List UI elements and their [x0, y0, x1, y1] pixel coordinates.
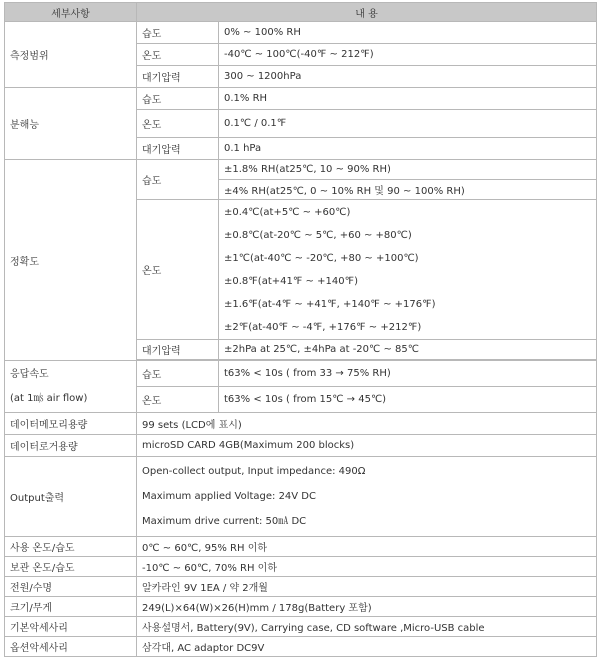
range-temperature-value: -40℃ ~ 100℃(-40℉ ~ 212℉) — [219, 44, 597, 66]
table-row — [5, 537, 597, 557]
header-row — [5, 3, 597, 22]
range-humidity-value: 0% ~ 100% RH — [219, 22, 597, 44]
accuracy-temperature-value-4: ±0.8℉(at+41℉ ~ +140℉) — [224, 275, 358, 287]
table-row — [5, 435, 597, 457]
spec-table — [4, 2, 597, 657]
resolution-temperature-value: 0.1℃ / 0.1℉ — [219, 110, 597, 138]
header-detail: 세부사항 — [5, 3, 137, 22]
table-row — [5, 577, 597, 597]
table-row — [5, 88, 597, 110]
table-row — [5, 361, 597, 387]
range-pressure-label: 대기압력 — [137, 66, 219, 88]
table-row — [5, 22, 597, 44]
response-label-note: (at 1㎧ air flow) — [10, 392, 88, 404]
response-temperature-label: 온도 — [137, 387, 219, 413]
resolution-humidity-label: 습도 — [137, 88, 219, 110]
accuracy-pressure-value: ±2hPa at 25℃, ±4hPa at -20℃ ~ 85℃ — [219, 340, 597, 360]
response-humidity-label: 습도 — [137, 361, 219, 387]
options-label: 옵션악세사리 — [5, 637, 137, 657]
power-value: 알카라인 9V 1EA / 약 2개월 — [137, 577, 597, 597]
accuracy-humidity-label: 습도 — [137, 160, 219, 200]
table-row — [5, 160, 597, 180]
memory-label: 데이터메모리용량 — [5, 413, 137, 435]
response-humidity-value: t63% < 10s ( from 33 → 75% RH) — [219, 361, 597, 387]
storage-value: -10℃ ~ 60℃, 70% RH 이하 — [137, 557, 597, 577]
response-label: 응답속도 — [10, 368, 49, 380]
accuracy-label: 정확도 — [5, 160, 137, 361]
table-row — [5, 457, 597, 537]
accuracy-temperature-value-6: ±2℉(at-40℉ ~ -4℉, +176℉ ~ +212℉) — [224, 321, 422, 333]
table-row — [5, 637, 597, 657]
range-pressure-value: 300 ~ 1200hPa — [219, 66, 597, 88]
header-content: 내 용 — [137, 3, 597, 22]
accuracy-temperature-value-1: ±0.4℃(at+5℃ ~ +60℃) — [224, 206, 351, 218]
range-humidity-label: 습도 — [137, 22, 219, 44]
resolution-label: 분해능 — [5, 88, 137, 160]
storage-label: 보관 온도/습도 — [5, 557, 137, 577]
accuracy-temperature-label: 온도 — [137, 200, 219, 340]
output-value-1: Open-collect output, Input impedance: 490Ω — [142, 466, 366, 477]
resolution-pressure-label: 대기압력 — [137, 138, 219, 160]
accuracy-temperature-value-3: ±1℃(at-40℃ ~ -20℃, +80 ~ +100℃) — [224, 252, 419, 264]
power-label: 전원/수명 — [5, 577, 137, 597]
table-row — [5, 597, 597, 617]
accuracy-pressure-label: 대기압력 — [137, 340, 219, 360]
resolution-temperature-label: 온도 — [137, 110, 219, 138]
accuracy-temperature-value-5: ±1.6℉(at-4℉ ~ +41℉, +140℉ ~ +176℉) — [224, 298, 436, 310]
size-label: 크기/무게 — [5, 597, 137, 617]
accuracy-humidity-value-1: ±1.8% RH(at25℃, 10 ~ 90% RH) — [219, 160, 597, 180]
accuracy-temperature-value-2: ±0.8℃(at-20℃ ~ 5℃, +60 ~ +80℃) — [224, 229, 412, 241]
options-value: 삼각대, AC adaptor DC9V — [137, 637, 597, 657]
output-label: Output출력 — [5, 457, 137, 537]
range-temperature-label: 온도 — [137, 44, 219, 66]
output-value-2: Maximum applied Voltage: 24V DC — [142, 491, 316, 502]
output-value-3: Maximum drive current: 50㎃ DC — [142, 516, 307, 527]
resolution-pressure-value: 0.1 hPa — [219, 138, 597, 160]
table-row — [5, 413, 597, 435]
output-values — [137, 457, 597, 537]
accessories-label: 기본악세사리 — [5, 617, 137, 637]
memory-value: 99 sets (LCD에 표시) — [137, 413, 597, 435]
resolution-humidity-value: 0.1% RH — [219, 88, 597, 110]
table-row — [5, 557, 597, 577]
size-value: 249(L)×64(W)×26(H)mm / 178g(Battery 포함) — [137, 597, 597, 617]
accuracy-humidity-value-2: ±4% RH(at25℃, 0 ~ 10% RH 및 90 ~ 100% RH) — [219, 180, 597, 200]
accessories-value: 사용설명서, Battery(9V), Carrying case, CD software ,Micro-USB cable — [137, 617, 597, 637]
operating-value: 0℃ ~ 60℃, 95% RH 이하 — [137, 537, 597, 557]
range-label: 측정범위 — [5, 22, 137, 88]
response-temperature-value: t63% < 10s ( from 15℃ → 45℃) — [219, 387, 597, 413]
operating-label: 사용 온도/습도 — [5, 537, 137, 557]
table-row — [5, 617, 597, 637]
accuracy-temperature-values — [219, 200, 597, 340]
response-label-cell — [5, 361, 137, 413]
logging-label: 데이터로거용량 — [5, 435, 137, 457]
logging-value: microSD CARD 4GB(Maximum 200 blocks) — [137, 435, 597, 457]
